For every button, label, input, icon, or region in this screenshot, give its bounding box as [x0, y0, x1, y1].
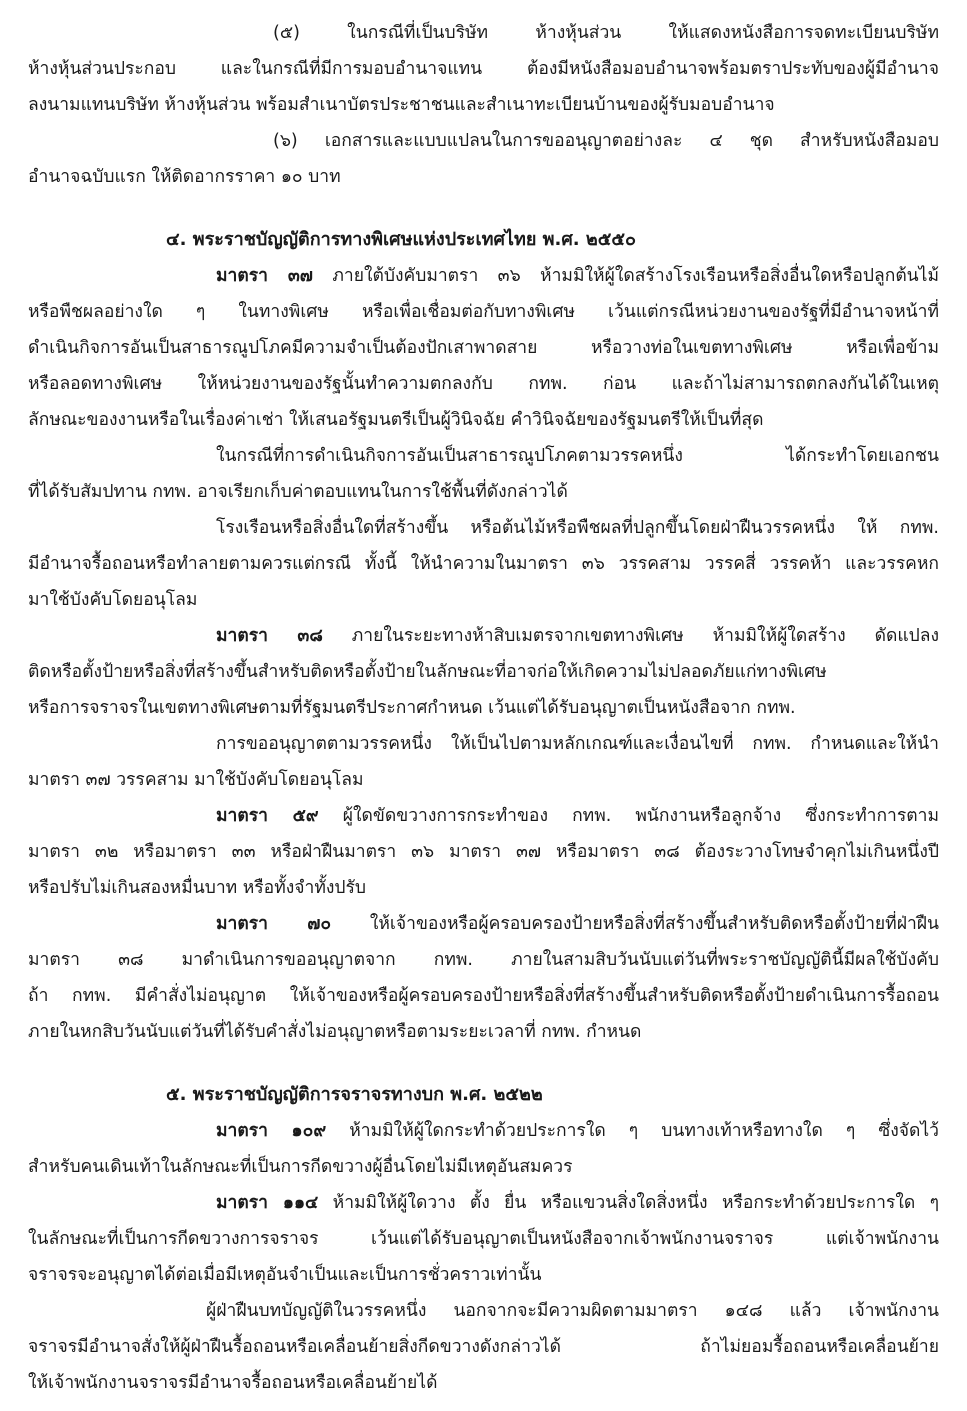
line-text: ลักษณะของงานหรือในเรื่องค่าเช่า ให้เสนอรัฐมนตรีเป็นผู้วินิจฉัย คำวินิจฉัยของรัฐมนตรีให้เป็นที่สุด [28, 410, 764, 430]
line-text: มาตรา ๓๘ มาดำเนินการขออนุญาตจาก กทพ. ภายในสามสิบวันนับแต่วันที่พระราชบัญญัตินี้มีผลใช้บังคับ [28, 950, 939, 970]
section-number: มาตรา ๑๑๔ [216, 1193, 319, 1213]
text-line [0, 654, 967, 690]
section-number: มาตรา ๗๐ [216, 914, 332, 934]
line-text: จราจรจะอนุญาตได้ต่อเมื่อมีเหตุอันจำเป็นและเป็นการชั่วคราวเท่านั้น [28, 1265, 542, 1285]
text-line [0, 1329, 967, 1365]
line-text: ห้างหุ้นส่วนประกอบ และในกรณีที่มีการมอบอำนาจแทน ต้องมีหนังสือมอบอำนาจพร้อมตราประทับของผู้มีอำนาจ [28, 59, 939, 79]
text-line [0, 330, 967, 366]
line-text: สำหรับคนเดินเท้าในลักษณะที่เป็นการกีดขวางผู้อื่นโดยไม่มีเหตุอันสมควร [28, 1157, 573, 1177]
line-text: ในลักษณะที่เป็นการกีดขวางการจราจร เว้นแต่ได้รับอนุญาตเป็นหนังสือจากเจ้าพนักงานจราจร แต่เจ้าพนักงาน [28, 1229, 939, 1249]
section-heading [0, 222, 967, 258]
line-text: ผู้ใดขัดขวางการกระทำของ กทพ. พนักงานหรือลูกจ้าง ซึ่งกระทำการตาม [342, 806, 940, 826]
text-line [0, 402, 967, 438]
line-text: ผู้ฝ่าฝืนบทบัญญัติในวรรคหนึ่ง นอกจากจะมีความผิดตามมาตรา ๑๔๘ แล้ว เจ้าพนักงาน [206, 1301, 939, 1321]
line-text: ดำเนินกิจการอันเป็นสาธารณูปโภคมีความจำเป็นต้องปักเสาพาดสาย หรือวางท่อในเขตทางพิเศษ หรือเพื่อข้าม [28, 338, 939, 358]
text-line [0, 438, 967, 474]
section-number: มาตรา ๕๙ [216, 806, 319, 826]
text-line [0, 1365, 967, 1401]
line-text: ห้ามมิให้ผู้ใดกระทำด้วยประการใด ๆ บนทางเท้าหรือทางใด ๆ ซึ่งจัดไว้ [349, 1121, 939, 1141]
text-line [0, 294, 967, 330]
text-line [0, 1014, 967, 1050]
section-heading [0, 1077, 967, 1113]
line-text: ภายใต้บังคับมาตรา ๓๖ ห้ามมิให้ผู้ใดสร้างโรงเรือนหรือสิ่งอื่นใดหรือปลูกต้นไม้ [332, 266, 939, 286]
text-line [0, 123, 967, 159]
line-text: การขออนุญาตตามวรรคหนึ่ง ให้เป็นไปตามหลักเกณฑ์และเงื่อนไขที่ กทพ. กำหนดและให้นำ [216, 734, 939, 754]
section-number: มาตรา ๓๗ [216, 266, 313, 286]
line-text: หรือพืชผลอย่างใด ๆ ในทางพิเศษ หรือเพื่อเชื่อมต่อกับทางพิเศษ เว้นแต่กรณีหน่วยงานของรัฐที่มีอำนาจหน้าที่ [28, 302, 939, 322]
line-text: ลงนามแทนบริษัท ห้างหุ้นส่วน พร้อมสำเนาบัตรประชาชนและสำเนาทะเบียนบ้านของผู้รับมอบอำนาจ [28, 95, 775, 115]
line-text: มาใช้บังคับโดยอนุโลม [28, 590, 198, 610]
line-text: ให้เจ้าของหรือผู้ครอบครองป้ายหรือสิ่งที่สร้างขึ้นสำหรับติดหรือตั้งป้ายที่ฝ่าฝืน [369, 914, 939, 934]
line-text: (๕) ในกรณีที่เป็นบริษัท ห้างหุ้นส่วน ให้แสดงหนังสือการจดทะเบียนบริษัท [273, 23, 939, 43]
text-line [0, 762, 967, 798]
text-line [0, 546, 967, 582]
text-line [0, 1221, 967, 1257]
text-line [0, 258, 967, 294]
line-text: ห้ามมิให้ผู้ใดวาง ตั้ง ยื่น หรือแขวนสิ่งใดสิ่งหนึ่ง หรือกระทำด้วยประการใด ๆ [332, 1193, 939, 1213]
line-text: ติดหรือตั้งป้ายหรือสิ่งที่สร้างขึ้นสำหรับติดหรือตั้งป้ายในลักษณะที่อาจก่อให้เกิดความไม่ปลอดภัยแก่ทางพิเศษ [28, 662, 827, 682]
line-text: ถ้า กทพ. มีคำสั่งไม่อนุญาต ให้เจ้าของหรือผู้ครอบครองป้ายหรือสิ่งที่สร้างขึ้นสำหรับติดหรือตั้งป้ายดำเนินการรื้อถอน [28, 986, 939, 1006]
text-line [0, 1293, 967, 1329]
text-line [0, 15, 967, 51]
line-text: ภายในหกสิบวันนับแต่วันที่ได้รับคำสั่งไม่อนุญาตหรือตามระยะเวลาที่ กทพ. กำหนด [28, 1022, 642, 1042]
text-line [0, 1113, 967, 1149]
line-text: มีอำนาจรื้อถอนหรือทำลายตามควรแต่กรณี ทั้งนี้ ให้นำความในมาตรา ๓๖ วรรคสาม วรรคสี่ วรรคห้า และวรรคหก [28, 554, 939, 574]
text-line [0, 834, 967, 870]
line-text: ที่ได้รับสัมปทาน กทพ. อาจเรียกเก็บค่าตอบแทนในการใช้พื้นที่ดังกล่าวได้ [28, 482, 568, 502]
text-line [0, 870, 967, 906]
text-line [0, 906, 967, 942]
line-text: จราจรมีอำนาจสั่งให้ผู้ฝ่าฝืนรื้อถอนหรือเคลื่อนย้ายสิ่งกีดขวางดังกล่าวได้ ถ้าไม่ยอมรื้อถอนหรือเคลื่อนย้าย [28, 1337, 939, 1357]
section-number: มาตรา ๑๐๙ [216, 1121, 327, 1141]
text-line [0, 1257, 967, 1293]
text-line [0, 690, 967, 726]
text-line [0, 51, 967, 87]
text-line [0, 87, 967, 123]
line-text: โรงเรือนหรือสิ่งอื่นใดที่สร้างขึ้น หรือต้นไม้หรือพืชผลที่ปลูกขึ้นโดยฝ่าฝืนวรรคหนึ่ง ให้ กทพ. [216, 518, 939, 538]
line-text: ภายในระยะทางห้าสิบเมตรจากเขตทางพิเศษ ห้ามมิให้ผู้ใดสร้าง ดัดแปลง [351, 626, 939, 646]
text-line [0, 1149, 967, 1185]
line-text: มาตรา ๓๒ หรือมาตรา ๓๓ หรือฝ่าฝืนมาตรา ๓๖ มาตรา ๓๗ หรือมาตรา ๓๘ ต้องระวางโทษจำคุกไม่เกินหนึ่งปี [28, 842, 939, 862]
text-line [0, 798, 967, 834]
text-line [0, 618, 967, 654]
line-text: ให้เจ้าพนักงานจราจรมีอำนาจรื้อถอนหรือเคลื่อนย้ายได้ [28, 1373, 438, 1393]
text-line [0, 474, 967, 510]
line-text: หรือการจราจรในเขตทางพิเศษตามที่รัฐมนตรีประกาศกำหนด เว้นแต่ได้รับอนุญาตเป็นหนังสือจาก กทพ. [28, 698, 796, 718]
line-text: มาตรา ๓๗ วรรคสาม มาใช้บังคับโดยอนุโลม [28, 770, 364, 790]
line-text: (๖) เอกสารและแบบแปลนในการขออนุญาตอย่างละ ๔ ชุด สำหรับหนังสือมอบ [273, 131, 939, 151]
line-text: หรือลอดทางพิเศษ ให้หน่วยงานของรัฐนั้นทำความตกลงกับ กทพ. ก่อน และถ้าไม่สามารถตกลงกันได้ในเหตุ [28, 374, 939, 394]
text-line [0, 366, 967, 402]
text-line [0, 510, 967, 546]
text-line [0, 978, 967, 1014]
section-number: มาตรา ๓๘ [216, 626, 323, 646]
heading-text: ๔. พระราชบัญญัติการทางพิเศษแห่งประเทศไทย พ.ศ. ๒๕๕๐ [166, 229, 636, 250]
line-text: อำนาจฉบับแรก ให้ติดอากรราคา ๑๐ บาท [28, 167, 341, 187]
text-line [0, 942, 967, 978]
text-line [0, 582, 967, 618]
text-line [0, 726, 967, 762]
text-line [0, 1185, 967, 1221]
line-text: ในกรณีที่การดำเนินกิจการอันเป็นสาธารณูปโภคตามวรรคหนึ่ง ได้กระทำโดยเอกชน [216, 446, 939, 466]
text-line [0, 159, 967, 195]
heading-text: ๕. พระราชบัญญัติการจราจรทางบก พ.ศ. ๒๕๒๒ [166, 1084, 543, 1105]
line-text: หรือปรับไม่เกินสองหมื่นบาท หรือทั้งจำทั้งปรับ [28, 878, 367, 898]
